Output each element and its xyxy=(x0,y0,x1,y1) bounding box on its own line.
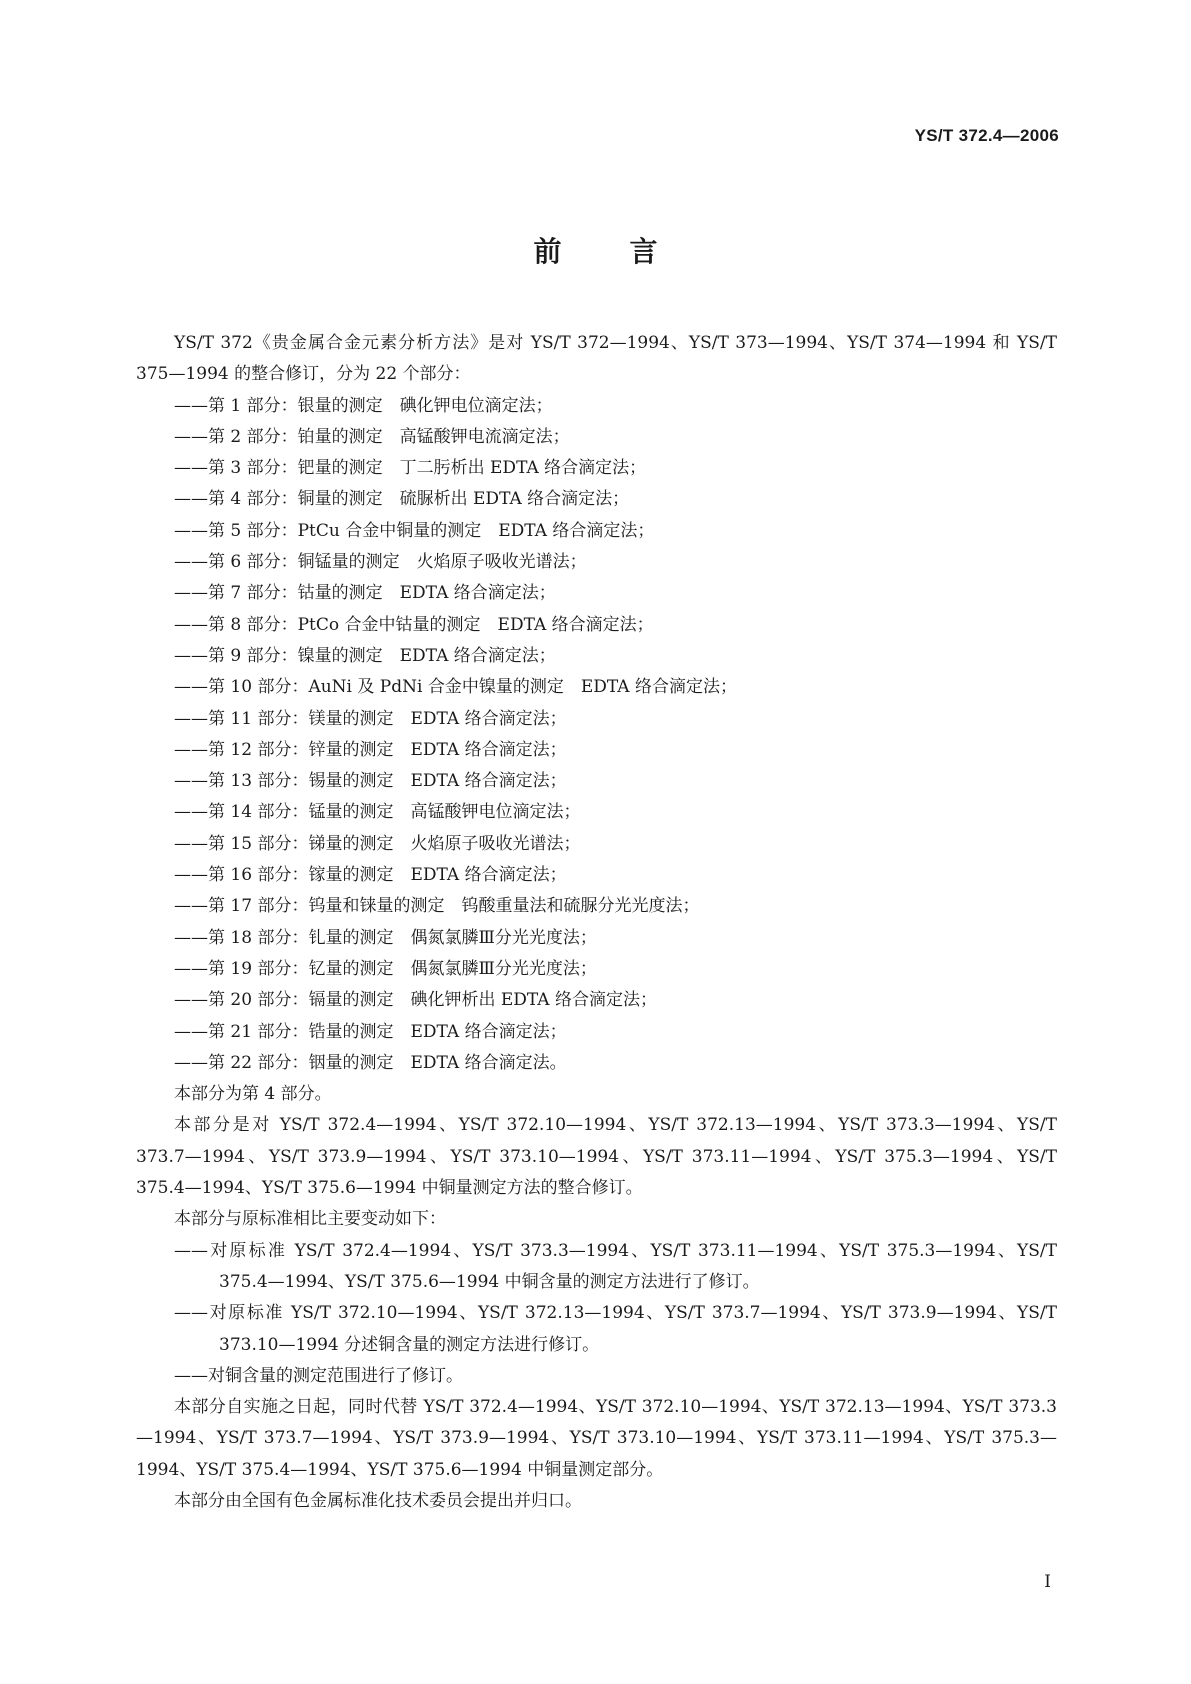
page-number: Ⅰ xyxy=(1044,1572,1051,1592)
list-item: ——第 15 部分：锑量的测定 火焰原子吸收光谱法； xyxy=(174,833,581,854)
list-item: ——第 1 部分：银量的测定 碘化钾电位滴定法； xyxy=(174,395,553,416)
list-item: ——第 21 部分：锆量的测定 EDTA 络合滴定法； xyxy=(174,1021,567,1042)
title-char-2: 言 xyxy=(629,235,658,268)
list-item: ——对原标准 YS/T 372.10—1994、YS/T 372.13—1994、YS/T 373.7—1994、YS/T 373.9—1994、YS/T 373.10—1994 分述铜含量的测定方法进行修订。 xyxy=(174,1303,1057,1355)
list-item: ——第 5 部分：PtCu 合金中铜量的测定 EDTA 络合滴定法； xyxy=(174,520,655,541)
list-item: ——第 14 部分：锰量的测定 高锰酸钾电位滴定法； xyxy=(174,802,581,823)
list-item: ——第 13 部分：锡量的测定 EDTA 络合滴定法； xyxy=(174,771,567,792)
foreword-body xyxy=(136,328,1057,1517)
this-part-paragraph: 本部分为第 4 部分。 xyxy=(174,1084,332,1105)
replacement-paragraph: 本部分自实施之日起，同时代替 YS/T 372.4—1994、YS/T 372.10—1994、YS/T 372.13—1994、YS/T 373.3—1994、YS/T 373.7—1994、YS/T 373.9—1994、YS/T 373.10—1994、YS/T 373.11—1994、YS/T 375.3—1994、YS/T 375.4—1994、YS/T 375.6—1994 中铜量测定部分。 xyxy=(136,1397,1057,1480)
page-title xyxy=(0,230,1191,270)
list-item: ——第 11 部分：镁量的测定 EDTA 络合滴定法； xyxy=(174,708,567,729)
list-item: ——第 6 部分：铜锰量的测定 火焰原子吸收光谱法； xyxy=(174,552,587,573)
list-item: ——第 8 部分：PtCo 合金中钴量的测定 EDTA 络合滴定法； xyxy=(174,614,654,635)
list-item: ——对原标准 YS/T 372.4—1994、YS/T 373.3—1994、YS/T 373.11—1994、YS/T 375.3—1994、YS/T 375.4—1994、YS/T 375.6—1994 中铜含量的测定方法进行了修订。 xyxy=(174,1240,1057,1292)
list-item: ——第 7 部分：钴量的测定 EDTA 络合滴定法； xyxy=(174,583,556,604)
list-item: ——第 16 部分：镓量的测定 EDTA 络合滴定法； xyxy=(174,865,567,886)
list-item: ——第 17 部分：钨量和铼量的测定 钨酸重量法和硫脲分光光度法； xyxy=(174,896,700,917)
list-item: ——第 19 部分：钇量的测定 偶氮氯膦Ⅲ分光光度法； xyxy=(174,958,597,979)
list-item: ——第 18 部分：钆量的测定 偶氮氯膦Ⅲ分光光度法； xyxy=(174,927,597,948)
list-item: ——第 20 部分：镉量的测定 碘化钾析出 EDTA 络合滴定法； xyxy=(174,990,657,1011)
proposer-paragraph: 本部分由全国有色金属标准化技术委员会提出并归口。 xyxy=(174,1490,582,1511)
list-item: ——第 4 部分：铜量的测定 硫脲析出 EDTA 络合滴定法； xyxy=(174,489,630,510)
revision-paragraph: 本部分是对 YS/T 372.4—1994、YS/T 372.10—1994、YS/T 372.13—1994、YS/T 373.3—1994、YS/T 373.7—1994、YS/T 373.9—1994、YS/T 373.10—1994、YS/T 373.11—1994、YS/T 375.3—1994、YS/T 375.4—1994、YS/T 375.6—1994 中铜量测定方法的整合修订。 xyxy=(136,1115,1057,1199)
standard-code: YS/T 372.4—2006 xyxy=(914,126,1059,145)
title-char-1: 前 xyxy=(533,235,562,268)
changes-list xyxy=(136,1236,1057,1392)
list-item: ——对铜含量的测定范围进行了修订。 xyxy=(174,1365,463,1386)
parts-list xyxy=(136,391,1057,1080)
list-item: ——第 9 部分：镍量的测定 EDTA 络合滴定法； xyxy=(174,645,556,666)
list-item: ——第 3 部分：钯量的测定 丁二肟析出 EDTA 络合滴定法； xyxy=(174,458,647,479)
list-item: ——第 2 部分：铂量的测定 高锰酸钾电流滴定法； xyxy=(174,426,570,447)
list-item: ——第 22 部分：铟量的测定 EDTA 络合滴定法。 xyxy=(174,1052,567,1073)
intro-paragraph: YS/T 372《贵金属合金元素分析方法》是对 YS/T 372—1994、YS/T 373—1994、YS/T 374—1994 和 YS/T 375—1994 的整合修订，分为 22 个部分： xyxy=(136,333,1057,385)
list-item: ——第 10 部分：AuNi 及 PdNi 合金中镍量的测定 EDTA 络合滴定法； xyxy=(174,677,737,698)
changes-intro: 本部分与原标准相比主要变动如下： xyxy=(174,1209,446,1230)
list-item: ——第 12 部分：锌量的测定 EDTA 络合滴定法； xyxy=(174,739,567,760)
